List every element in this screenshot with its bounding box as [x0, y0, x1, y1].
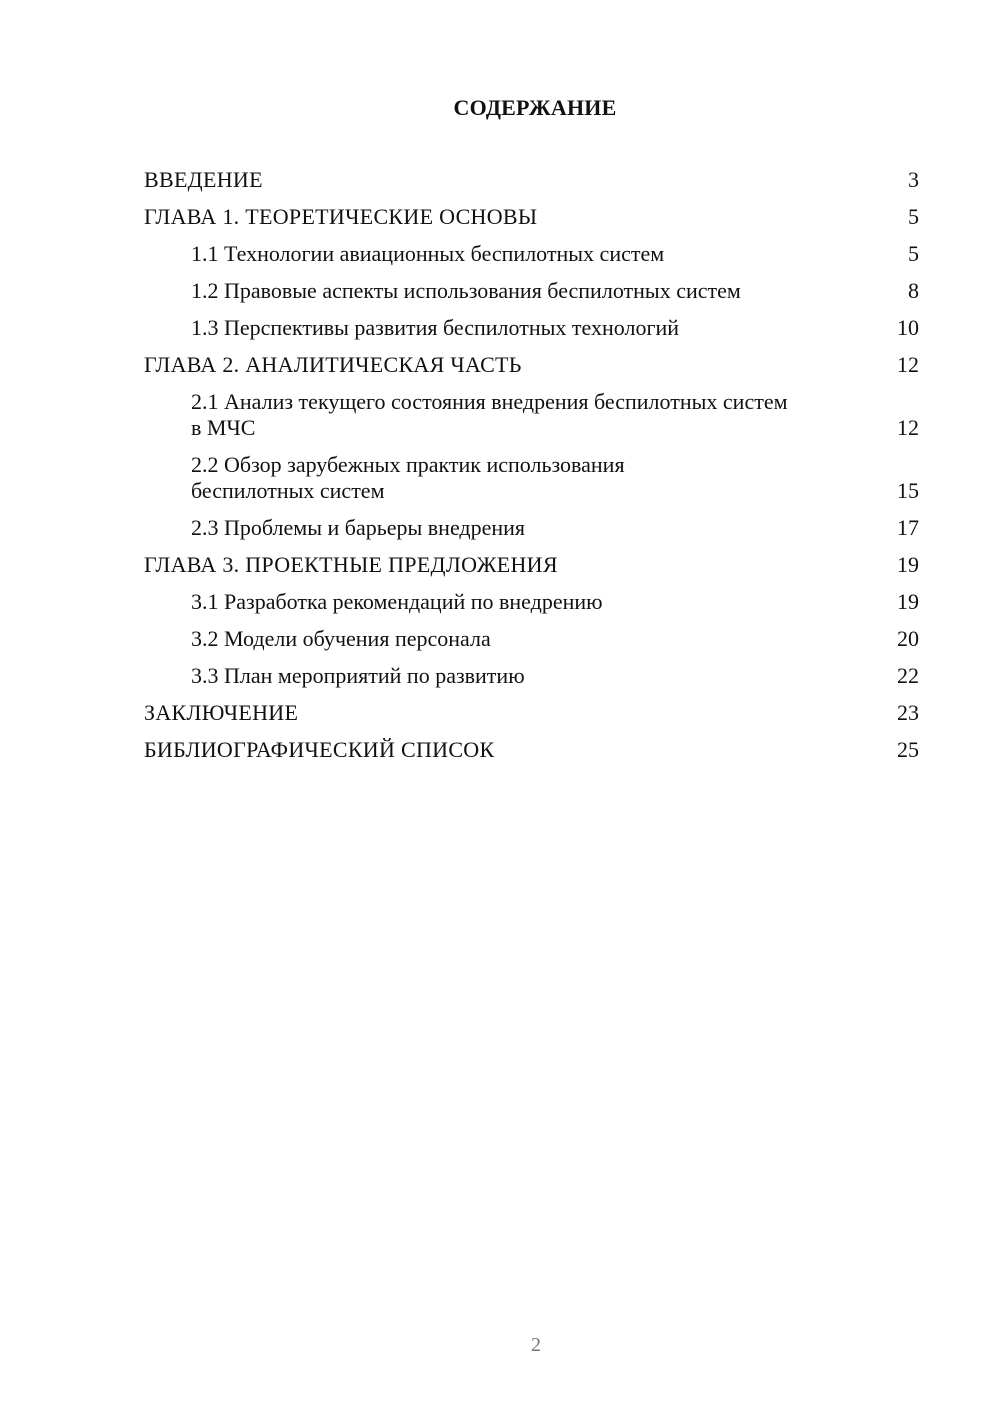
- toc-entry-text: ГЛАВА 3. ПРОЕКТНЫЕ ПРЕДЛОЖЕНИЯ: [144, 552, 558, 577]
- toc-entry-page: 19: [897, 589, 919, 614]
- table-of-contents: [144, 167, 919, 774]
- toc-entry: [144, 552, 919, 578]
- toc-entry: [144, 167, 919, 193]
- toc-entry: [144, 352, 919, 378]
- toc-entry-page: 10: [897, 315, 919, 340]
- toc-entry-text: 1.1 Технологии авиационных беспилотных систем: [191, 241, 665, 266]
- toc-subentry: [144, 389, 919, 441]
- toc-entry-text: 1.2 Правовые аспекты использования беспилотных систем: [191, 278, 741, 303]
- toc-subentry: [144, 278, 919, 304]
- toc-subentry: [144, 241, 919, 267]
- page-number: 2: [531, 1334, 541, 1356]
- toc-entry-page: 3: [908, 167, 919, 192]
- toc-entry-page: 23: [897, 700, 919, 725]
- toc-entry-page: 22: [897, 663, 919, 688]
- toc-title: СОДЕРЖАНИЕ: [453, 95, 617, 120]
- toc-entry-page: 20: [897, 626, 919, 651]
- toc-entry: [144, 700, 919, 726]
- toc-subentry: [144, 515, 919, 541]
- toc-entry-text: ГЛАВА 2. АНАЛИТИЧЕСКАЯ ЧАСТЬ: [144, 352, 522, 377]
- toc-entry-page: 19: [897, 552, 919, 577]
- toc-entry-page: 25: [897, 737, 919, 762]
- toc-subentry: [144, 452, 919, 504]
- toc-entry-text: ЗАКЛЮЧЕНИЕ: [144, 700, 299, 725]
- toc-entry-page: 8: [908, 278, 919, 303]
- toc-subentry: [144, 663, 919, 689]
- toc-entry-text: 3.2 Модели обучения персонала: [191, 626, 491, 651]
- toc-subentry: [144, 626, 919, 652]
- toc-entry: [144, 737, 919, 763]
- toc-entry-text: 3.1 Разработка рекомендаций по внедрению: [191, 589, 603, 614]
- toc-subentry: [144, 589, 919, 615]
- toc-entry-text: 2.3 Проблемы и барьеры внедрения: [191, 515, 526, 540]
- toc-entry-page: 5: [908, 241, 919, 266]
- toc-entry-page: 15: [897, 478, 919, 503]
- toc-entry-text: 2.1 Анализ текущего состояния внедрения беспилотных систем в МЧС: [191, 389, 788, 440]
- toc-subentry: [144, 315, 919, 341]
- toc-entry-page: 12: [897, 415, 919, 440]
- toc-entry-text: ГЛАВА 1. ТЕОРЕТИЧЕСКИЕ ОСНОВЫ: [144, 204, 538, 229]
- toc-entry-text: 3.3 План мероприятий по развитию: [191, 663, 525, 688]
- toc-entry-page: 17: [897, 515, 919, 540]
- toc-entry-text: ВВЕДЕНИЕ: [144, 167, 263, 192]
- toc-entry: [144, 204, 919, 230]
- toc-entry-text: 1.3 Перспективы развития беспилотных технологий: [191, 315, 680, 340]
- toc-entry-text: 2.2 Обзор зарубежных практик использования беспилотных систем: [191, 452, 625, 503]
- toc-entry-page: 5: [908, 204, 919, 229]
- toc-entry-text: БИБЛИОГРАФИЧЕСКИЙ СПИСОК: [144, 737, 495, 762]
- toc-entry-page: 12: [897, 352, 919, 377]
